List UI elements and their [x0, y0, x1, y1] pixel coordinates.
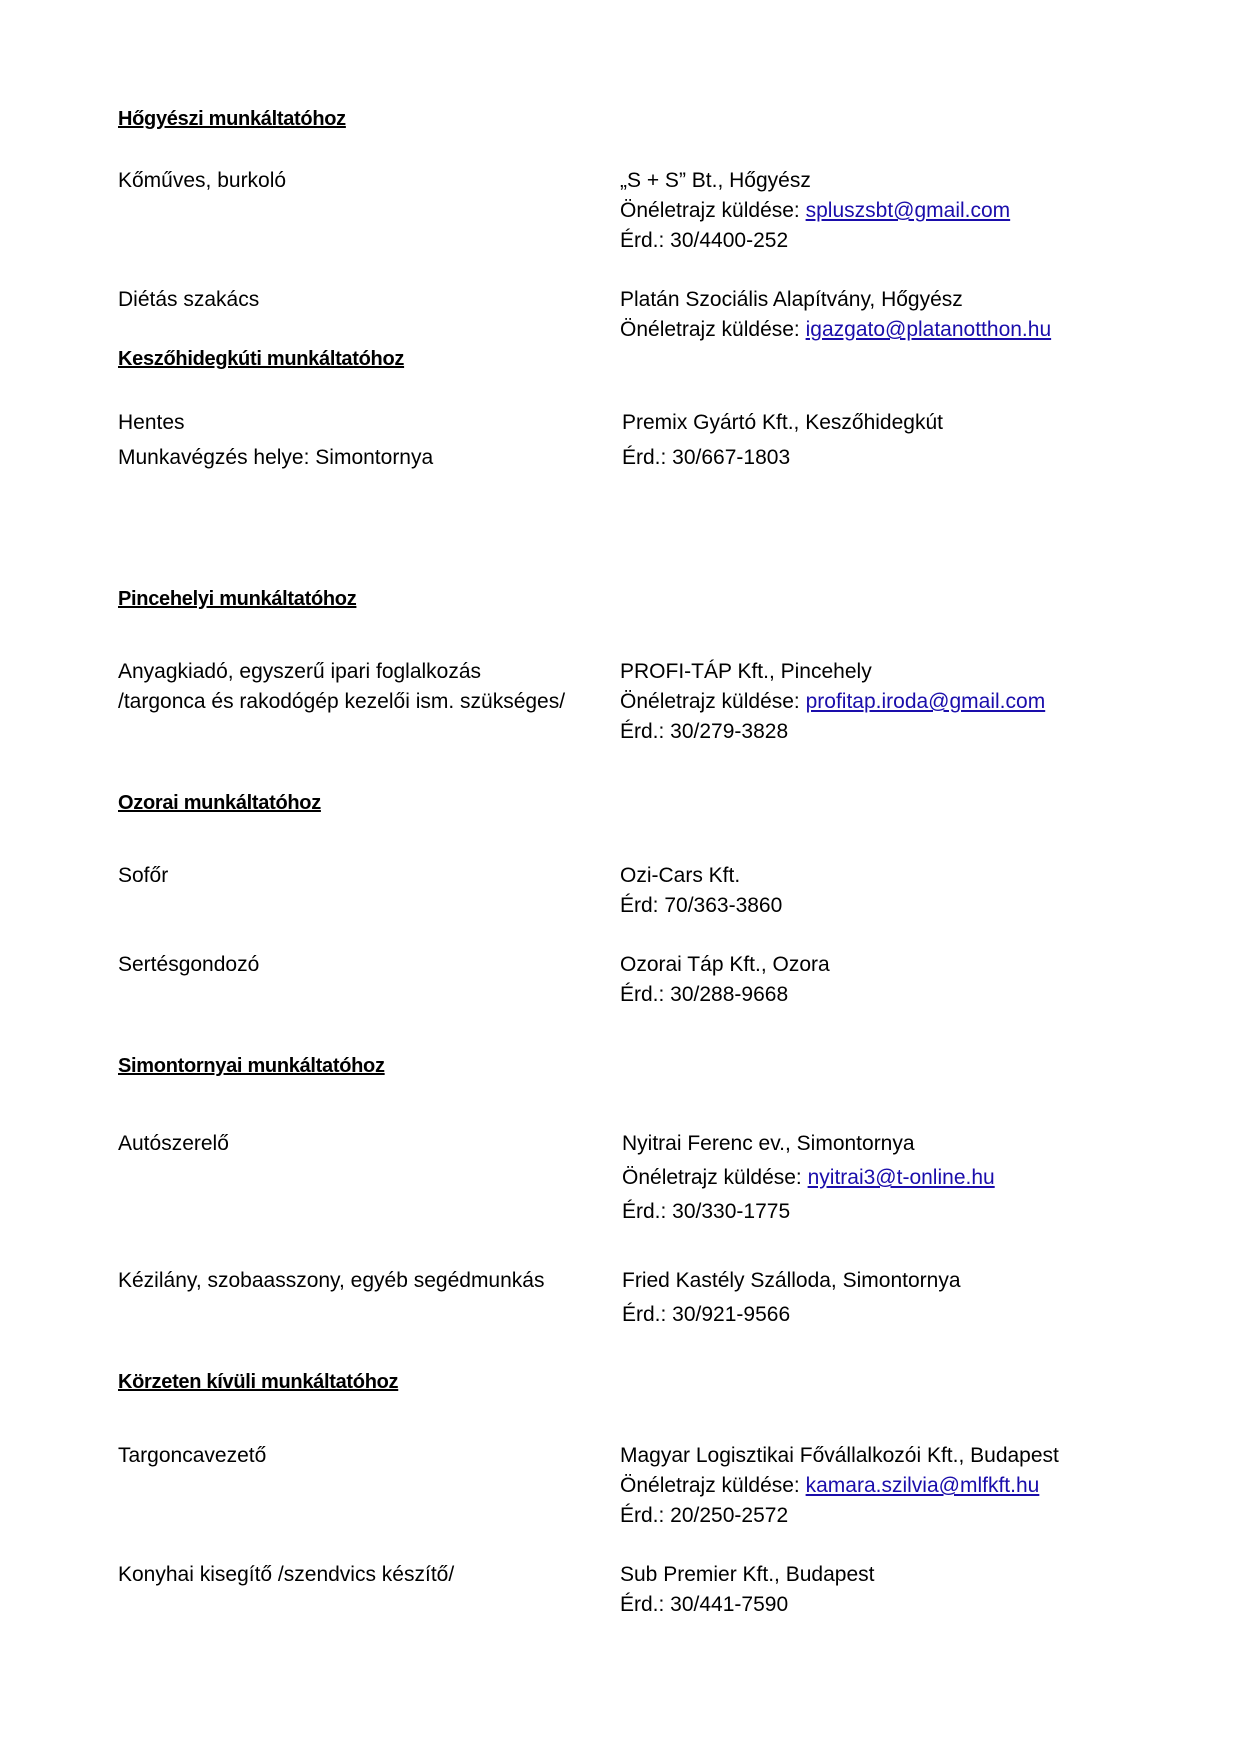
- employer-name: „S + S” Bt., Hőgyész: [620, 169, 811, 192]
- job-line: Diétás szakács: [118, 288, 260, 311]
- section-heading: Simontornyai munkáltatóhoz: [118, 1055, 385, 1077]
- job-line: Autószerelő: [118, 1132, 229, 1155]
- employer-info: [620, 1560, 1140, 1620]
- job-line: Targoncavezető: [118, 1444, 267, 1467]
- employer-name: Ozi-Cars Kft.: [620, 864, 741, 887]
- employer-name: Sub Premier Kft., Budapest: [620, 1563, 875, 1586]
- email-link[interactable]: profitap.iroda@gmail.com: [805, 690, 1046, 713]
- cv-label: Önéletrajz küldése:: [622, 1166, 802, 1189]
- phone: Érd.: 30/330-1775: [622, 1200, 791, 1223]
- email-link[interactable]: igazgato@platanotthon.hu: [805, 318, 1052, 341]
- section-heading: Keszőhidegkúti munkáltatóhoz: [118, 348, 405, 370]
- phone: Érd.: 30/667-1803: [622, 446, 791, 469]
- cv-line: [620, 196, 1140, 226]
- employer-info: [620, 657, 1140, 747]
- cv-label: Önéletrajz küldése:: [620, 1474, 800, 1497]
- phone: Érd.: 20/250-2572: [620, 1504, 789, 1527]
- employer-info: [620, 1441, 1140, 1531]
- job-title: [118, 405, 618, 475]
- job-title: [118, 1560, 618, 1590]
- section-heading: Pincehelyi munkáltatóhoz: [118, 588, 357, 610]
- phone: Érd: 70/363-3860: [620, 894, 783, 917]
- job-title: [118, 1441, 618, 1471]
- cv-line: [620, 687, 1140, 717]
- job-title: [118, 285, 618, 315]
- job-line: Kőműves, burkoló: [118, 169, 287, 192]
- cv-label: Önéletrajz küldése:: [620, 318, 800, 341]
- job-title: [118, 950, 618, 980]
- cv-line: [620, 315, 1140, 345]
- phone: Érd.: 30/288-9668: [620, 983, 789, 1006]
- email-link[interactable]: nyitrai3@t-online.hu: [807, 1166, 995, 1189]
- job-line: Sofőr: [118, 864, 169, 887]
- job-line: Hentes: [118, 411, 185, 434]
- cv-label: Önéletrajz küldése:: [620, 690, 800, 713]
- job-line: Anyagkiadó, egyszerű ipari foglalkozás: [118, 660, 482, 683]
- phone: Érd.: 30/921-9566: [622, 1303, 791, 1326]
- job-line: /targonca és rakodógép kezelői ism. szükséges/: [118, 690, 566, 713]
- section-heading: Körzeten kívüli munkáltatóhoz: [118, 1371, 399, 1393]
- employer-info: [620, 950, 1140, 1010]
- employer-name: Nyitrai Ferenc ev., Simontornya: [622, 1132, 915, 1155]
- job-title: [118, 1127, 618, 1161]
- employer-info: [620, 861, 1140, 921]
- job-line: Konyhai kisegítő /szendvics készítő/: [118, 1563, 455, 1586]
- phone: Érd.: 30/441-7590: [620, 1593, 789, 1616]
- employer-info: [622, 1264, 1142, 1332]
- phone: Érd.: 30/279-3828: [620, 720, 789, 743]
- employer-name: Ozorai Táp Kft., Ozora: [620, 953, 830, 976]
- phone: Érd.: 30/4400-252: [620, 229, 789, 252]
- email-link[interactable]: spluszsbt@gmail.com: [805, 199, 1011, 222]
- cv-label: Önéletrajz küldése:: [620, 199, 800, 222]
- job-title: [118, 657, 618, 717]
- section-heading: Hőgyészi munkáltatóhoz: [118, 108, 346, 130]
- employer-name: Magyar Logisztikai Fővállalkozói Kft., Budapest: [620, 1444, 1059, 1467]
- job-line: Sertésgondozó: [118, 953, 260, 976]
- job-title: [118, 166, 618, 196]
- employer-info: [622, 405, 1142, 475]
- employer-info: [620, 166, 1140, 256]
- employer-name: PROFI-TÁP Kft., Pincehely: [620, 660, 872, 683]
- job-title: [118, 1264, 618, 1298]
- employer-name: Premix Gyártó Kft., Keszőhidegkút: [622, 411, 943, 434]
- employer-info: [622, 1127, 1142, 1229]
- job-line: Munkavégzés helye: Simontornya: [118, 446, 434, 469]
- job-title: [118, 861, 618, 891]
- employer-name: Fried Kastély Szálloda, Simontornya: [622, 1269, 961, 1292]
- cv-line: [622, 1161, 1142, 1195]
- cv-line: [620, 1471, 1140, 1501]
- employer-info: [620, 285, 1140, 345]
- employer-name: Platán Szociális Alapítvány, Hőgyész: [620, 288, 963, 311]
- section-heading: Ozorai munkáltatóhoz: [118, 792, 321, 814]
- email-link[interactable]: kamara.szilvia@mlfkft.hu: [805, 1474, 1040, 1497]
- job-line: Kézilány, szobaasszony, egyéb segédmunkás: [118, 1269, 545, 1292]
